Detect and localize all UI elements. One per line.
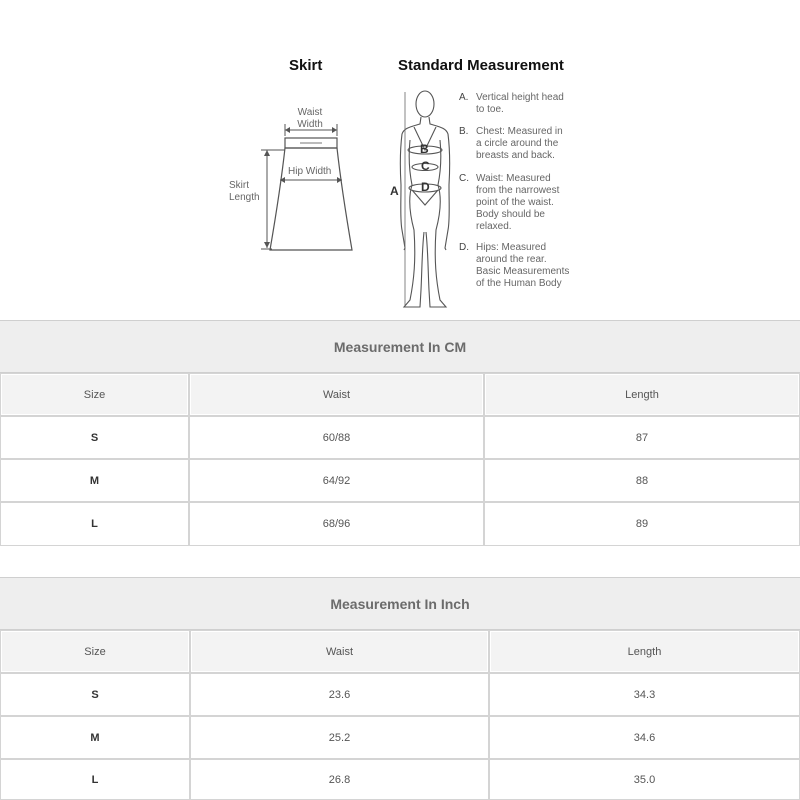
note-c: [459, 173, 580, 233]
hip-width-label: Hip Width: [288, 166, 332, 177]
size-value: M: [0, 459, 189, 502]
waist-width-label-line: Waist: [297, 107, 323, 118]
size-value: S: [0, 673, 190, 716]
note-letter: C.: [459, 173, 469, 184]
body-letter-a: A: [390, 184, 399, 198]
size-value: L: [0, 502, 189, 546]
length-value: 34.3: [489, 673, 800, 716]
note-letter: A.: [459, 92, 469, 103]
note-line: Vertical height head: [476, 92, 564, 103]
waist-width-label-line: Width: [297, 119, 323, 130]
waist-value: 60/88: [189, 416, 484, 459]
note-a: [459, 92, 580, 116]
header-waist: Waist: [189, 373, 484, 416]
header-length: Length: [484, 373, 800, 416]
note-line: to toe.: [476, 104, 504, 115]
table-row: [0, 459, 800, 502]
size-value: L: [0, 759, 190, 800]
note-letter: B.: [459, 126, 469, 137]
header-length: Length: [489, 630, 800, 673]
waist-value: 68/96: [189, 502, 484, 546]
table-row: [0, 673, 800, 716]
note-line: breasts and back.: [476, 150, 555, 161]
standard-measurement-title: Standard Measurement: [398, 57, 564, 74]
length-value: 89: [484, 502, 800, 546]
note-d: [459, 242, 580, 290]
body-letter-c: C: [421, 159, 430, 173]
cm-table-title: Measurement In CM: [0, 320, 800, 373]
waist-value: 25.2: [190, 716, 489, 759]
waist-value: 26.8: [190, 759, 489, 800]
waist-value: 64/92: [189, 459, 484, 502]
note-line: around the rear.: [476, 254, 547, 265]
table-header-row: [0, 373, 800, 416]
length-value: 87: [484, 416, 800, 459]
note-line: relaxed.: [476, 221, 512, 232]
skirt-length-label: [229, 180, 260, 204]
body-letter-d: D: [421, 180, 430, 194]
table-row: [0, 502, 800, 546]
note-line: from the narrowest: [476, 185, 560, 196]
skirt-title: Skirt: [289, 57, 323, 74]
body-letter-b: B: [420, 142, 429, 156]
note-line: a circle around the: [476, 138, 559, 149]
header-waist: Waist: [190, 630, 489, 673]
note-line: Chest: Measured in: [476, 126, 563, 137]
length-value: 34.6: [489, 716, 800, 759]
size-diagram: [0, 0, 800, 320]
note-line: Waist: Measured: [476, 173, 551, 184]
note-line: Body should be: [476, 209, 545, 220]
inch-table-title: Measurement In Inch: [0, 577, 800, 630]
waist-width-label: [297, 107, 323, 131]
table-header-row: [0, 630, 800, 673]
waist-value: 23.6: [190, 673, 489, 716]
skirt-and-body-illustration: [0, 0, 800, 320]
size-value: S: [0, 416, 189, 459]
skirt-length-label-line: Skirt: [229, 180, 249, 191]
note-b: [459, 126, 580, 162]
length-value: 88: [484, 459, 800, 502]
note-line: of the Human Body: [476, 278, 562, 289]
note-line: Hips: Measured: [476, 242, 547, 253]
size-value: M: [0, 716, 190, 759]
table-row: [0, 759, 800, 800]
length-value: 35.0: [489, 759, 800, 800]
table-row: [0, 416, 800, 459]
note-line: point of the waist.: [476, 197, 554, 208]
skirt-length-label-line: Length: [229, 192, 260, 203]
header-size: Size: [0, 373, 189, 416]
note-line: Basic Measurements: [476, 266, 570, 277]
header-size: Size: [0, 630, 190, 673]
table-row: [0, 716, 800, 759]
note-letter: D.: [459, 242, 469, 253]
